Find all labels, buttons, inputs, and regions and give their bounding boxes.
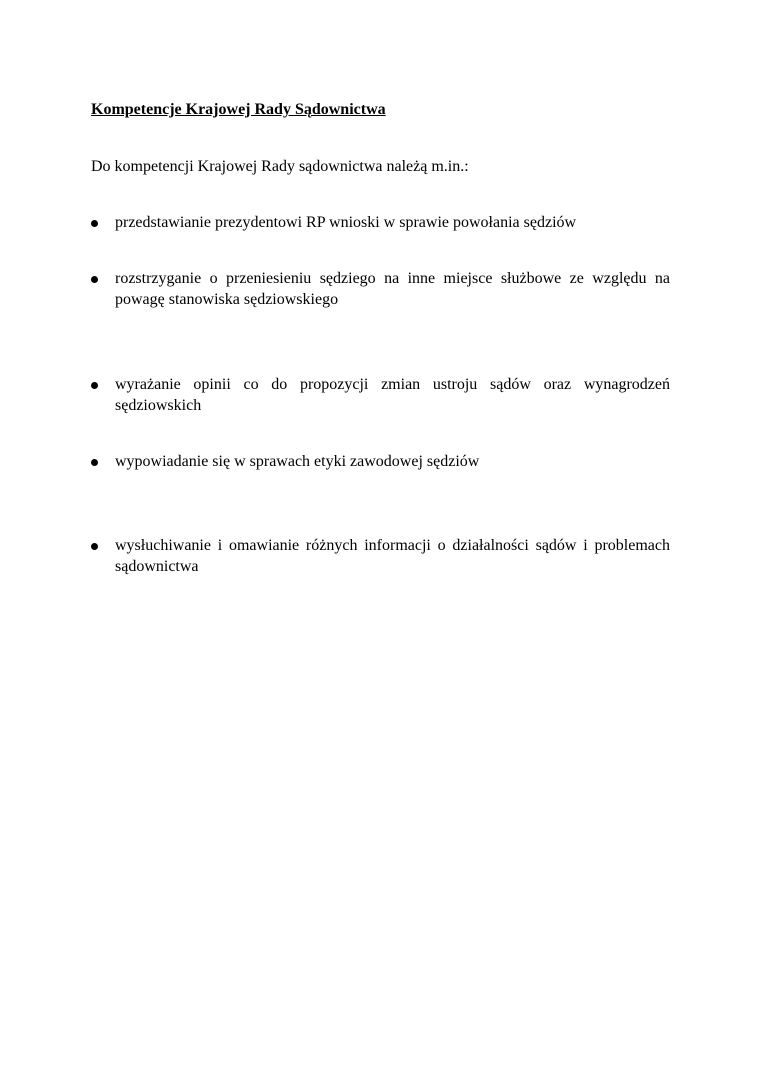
bullet-icon <box>91 220 98 227</box>
intro-paragraph: Do kompetencji Krajowej Rady sądownictwa należą m.in.: <box>91 158 469 175</box>
bullet-icon <box>91 382 98 389</box>
list-item-text: przedstawianie prezydentowi RP wnioski w sprawie powołania sędziów <box>115 214 577 231</box>
bullet-icon <box>91 543 98 550</box>
list-item-text: wyrażanie opinii co do propozycji zmian ustroju sądów oraz wynagrodzeń sędziowskich <box>115 376 670 414</box>
list-item-text: wysłuchiwanie i omawianie różnych informacji o działalności sądów i problemach sądownictwa <box>115 537 670 575</box>
document-title: Kompetencje Krajowej Rady Sądownictwa <box>91 101 386 118</box>
bullet-icon <box>91 276 98 283</box>
bullet-icon <box>91 459 98 466</box>
list-item-text: rozstrzyganie o przeniesieniu sędziego na inne miejsce służbowe ze względu na powagę stanowiska sędziowskiego <box>115 270 670 308</box>
list-item-text: wypowiadanie się w sprawach etyki zawodowej sędziów <box>115 453 480 470</box>
